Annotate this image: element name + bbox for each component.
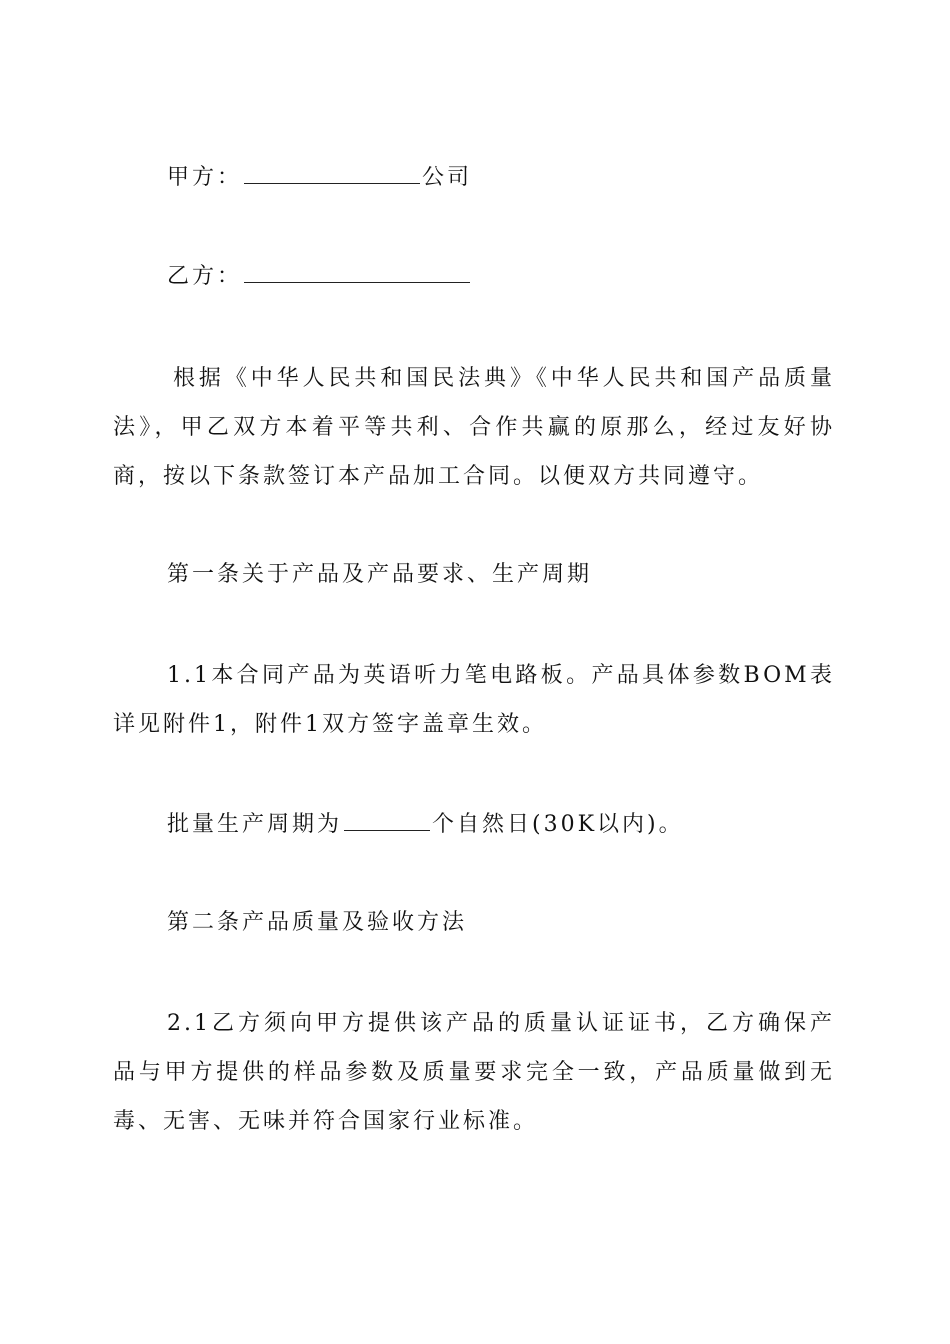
preamble-paragraph: 根据《中华人民共和国民法典》《中华人民共和国产品质量法》，甲乙双方本着平等共利、合作共赢的原那么，经过友好协商，按以下条款签订本产品加工合同。以便双方共同遵守。 bbox=[113, 366, 835, 489]
party-b-label: 乙方： bbox=[167, 264, 243, 289]
production-period-line bbox=[167, 810, 684, 840]
article-1-heading: 第一条关于产品及产品要求、生产周期 bbox=[167, 562, 593, 587]
production-period-blank bbox=[344, 810, 430, 831]
production-period-suffix: 个自然日(30K以内)。 bbox=[432, 812, 684, 837]
party-a-label: 甲方： bbox=[167, 165, 243, 190]
production-period-prefix: 批量生产周期为 bbox=[167, 812, 343, 837]
party-a-blank bbox=[244, 163, 420, 184]
party-b-blank bbox=[244, 262, 470, 283]
party-a-suffix: 公司 bbox=[422, 165, 473, 190]
party-a-line bbox=[167, 163, 472, 193]
clause-2-1: 2.1乙方须向甲方提供该产品的质量认证证书，乙方确保产品与甲方提供的样品参数及质量要求完全一致，产品质量做到无毒、无害、无味并符合国家行业标准。 bbox=[113, 1011, 835, 1134]
clause-1-1: 1.1本合同产品为英语听力笔电路板。产品具体参数BOM表详见附件1，附件1双方签字盖章生效。 bbox=[113, 663, 835, 737]
article-2-heading: 第二条产品质量及验收方法 bbox=[167, 910, 468, 935]
party-b-line bbox=[167, 262, 472, 292]
